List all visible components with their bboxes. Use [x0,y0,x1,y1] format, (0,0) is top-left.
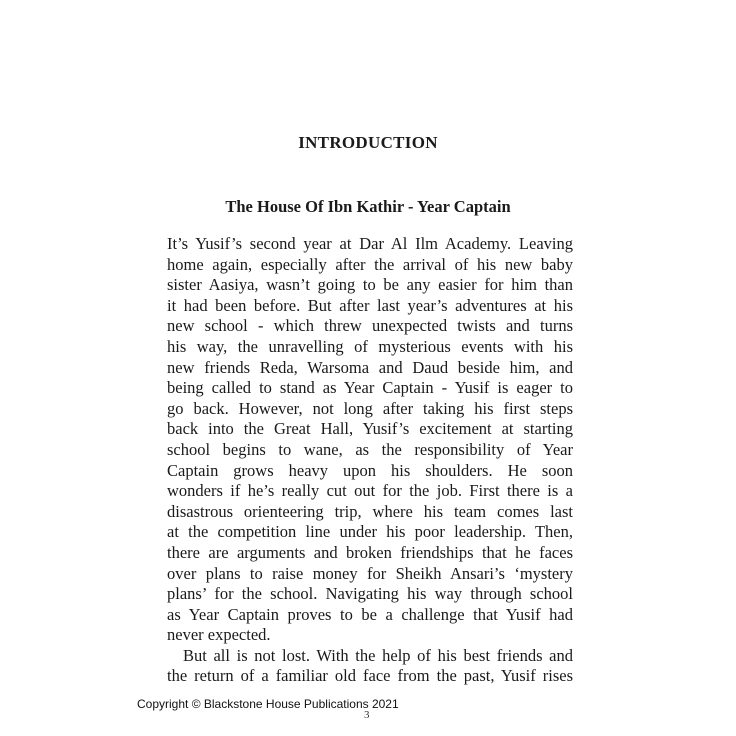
page-number: 3 [364,709,370,721]
text-line: go back. However, not long after taking his first steps [167,398,573,418]
text-line: Captain grows heavy upon his shoulders. He soon [167,460,573,480]
text-line: as Year Captain proves to be a challenge that Yusif had [167,604,573,624]
text-line: But all is not lost. With the help of his best friends and [183,645,573,665]
text-line: at the competition line under his poor leadership. Then, [167,522,573,542]
text-line: school begins to wane, as the responsibility of Year [167,439,573,459]
text-line: being called to stand as Year Captain - Yusif is eager to [167,378,573,398]
text-line: back into the Great Hall, Yusif’s excitement at starting [167,419,573,439]
text-line: It’s Yusif’s second year at Dar Al Ilm Academy. Leaving [167,234,573,253]
text-line: sister Aasiya, wasn’t going to be any easier for him than [167,275,573,295]
text-line: his way, the unravelling of mysterious events with his [167,336,573,356]
text-line: never expected. [167,625,271,645]
chapter-heading: INTRODUCTION [298,133,438,152]
text-line: home again, especially after the arrival of his new baby [167,254,573,274]
text-line: it had been before. But after last year’s adventures at his [167,295,573,315]
text-line: wonders if he’s really cut out for the job. First there is a [167,481,573,501]
introduction-text [167,234,573,687]
text-line: the return of a familiar old face from the past, Yusif rises [167,666,573,686]
book-title: The House Of Ibn Kathir - Year Captain [225,197,511,216]
copyright-notice: Copyright © Blackstone House Publications 2021 [137,697,399,711]
text-line: plans’ for the school. Navigating his way through school [167,584,573,604]
text-line: disastrous orienteering trip, where his team comes last [167,501,573,521]
text-line: there are arguments and broken friendships that he faces [167,542,573,562]
text-line: new friends Reda, Warsoma and Daud beside him, and [167,357,573,377]
text-line: over plans to raise money for Sheikh Ansari’s ‘mystery [167,563,573,583]
text-line: new school - which threw unexpected twists and turns [167,316,573,336]
